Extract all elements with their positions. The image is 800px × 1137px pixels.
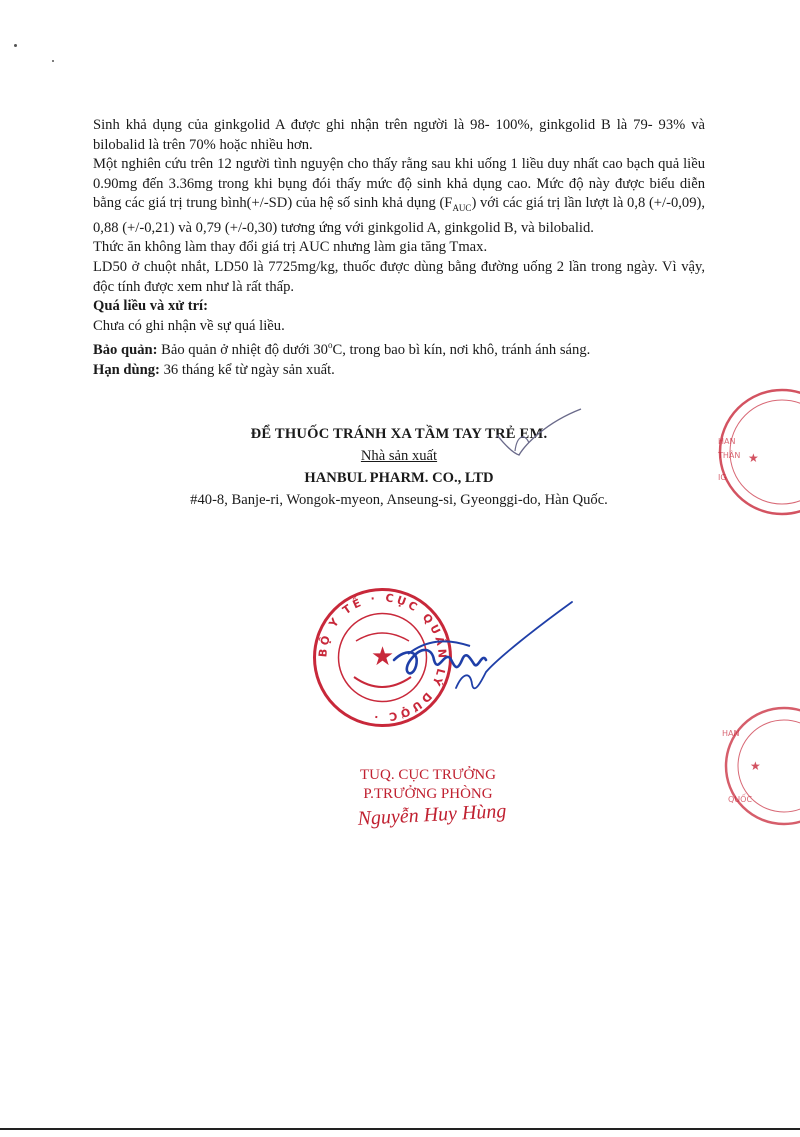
study-text-tail: ) với các giá trị lần lượt là 0,8 (+/-0,09), 0,88 (+/-0,21) và 0,79 (+/-0,30) tương ứng với ginkgolid A, ginkgolid B, và bilobalid. — [93, 195, 705, 236]
expiry-label: Hạn dùng: — [93, 361, 160, 378]
scan-speck — [14, 44, 17, 47]
scan-speck — [52, 60, 54, 62]
storage-line — [93, 336, 705, 360]
svg-text:HAN: HAN — [722, 729, 740, 738]
document-body — [93, 116, 705, 380]
study-paragraph — [93, 155, 705, 238]
signature-title-line1: TUQ. CỤC TRƯỞNG — [360, 767, 496, 783]
degree-superscript: o — [327, 340, 333, 351]
bioavailability-paragraph: Sinh khả dụng của ginkgolid A được ghi nhận trên người là 98- 100%, ginkgolid B là 79- 93% và bilobalid là trên 70% hoặc nhiều hơn. — [93, 117, 705, 153]
auc-subscript: AUC — [452, 203, 472, 214]
expiry-text: 36 tháng kể từ ngày sản xuất. — [159, 361, 335, 378]
signature-title-line2: P.TRƯỞNG PHÒNG — [363, 786, 493, 802]
expiry-line — [93, 361, 705, 381]
storage-label: Bảo quản: — [93, 342, 158, 359]
svg-text:THÂN: THÂN — [718, 451, 741, 460]
svg-text:★: ★ — [750, 759, 761, 773]
food-paragraph: Thức ăn không làm thay đổi giá trị AUC nhưng làm gia tăng Tmax. — [93, 239, 488, 256]
initials-mark — [495, 405, 585, 465]
overdose-heading-text: Quá liều và xử trí: — [93, 298, 208, 315]
manufacturer-name: HANBUL PHARM. CO., LTD — [304, 470, 494, 486]
toxicity-paragraph: LD50 ở chuột nhắt, LD50 là 7725mg/kg, thuốc được dùng bằng đường uống 2 lần trong ngày. Vì vậy, độc tính được xem như là rất thấp. — [93, 259, 705, 295]
edge-stamp-icon — [704, 382, 800, 522]
stamp-ring-text: BỘ Y TẾ · CỤC QUẢN LÝ DƯỢC · — [316, 591, 449, 724]
svg-text:QUỐC: QUỐC — [728, 795, 753, 804]
children-warning: ĐỂ THUỐC TRÁNH XA TẦM TAY TRẺ EM. — [250, 426, 548, 442]
overdose-heading — [93, 297, 705, 317]
svg-text:HAN: HAN — [718, 437, 736, 446]
manufacturer-heading: Nhà sản xuất — [360, 448, 438, 464]
svg-text:★: ★ — [370, 642, 395, 672]
page-bottom-edge — [0, 1128, 800, 1130]
study-text: Một nghiên cứu trên 12 người tình nguyện cho thấy rằng sau khi uống 1 liều duy nhất cao bạch quả liều 0.90mg đến 3.36mg trong khi bụng đói thấy mức độ sinh khả dụng cao. Mức độ này được biểu diễn bằng các giá trị trung bình(+/-SD) của hệ số sinh khả dụng (F — [93, 156, 705, 212]
svg-text:★: ★ — [748, 451, 759, 465]
storage-text-tail: C, trong bao bì kín, nơi khô, tránh ánh sáng. — [332, 342, 591, 359]
svg-text:IG: IG — [718, 473, 727, 482]
signature-icon — [386, 588, 576, 728]
storage-text: Bảo quản ở nhiệt độ dưới 30 — [157, 342, 328, 359]
signatory-name: Nguyễn Huy Hùng — [357, 800, 507, 830]
manufacturer-address: #40-8, Banje-ri, Wongok-myeon, Anseung-si, Gyeonggi-do, Hàn Quốc. — [190, 492, 608, 508]
overdose-text: Chưa có ghi nhận về sự quá liều. — [93, 317, 285, 334]
edge-stamp-icon — [700, 706, 800, 826]
